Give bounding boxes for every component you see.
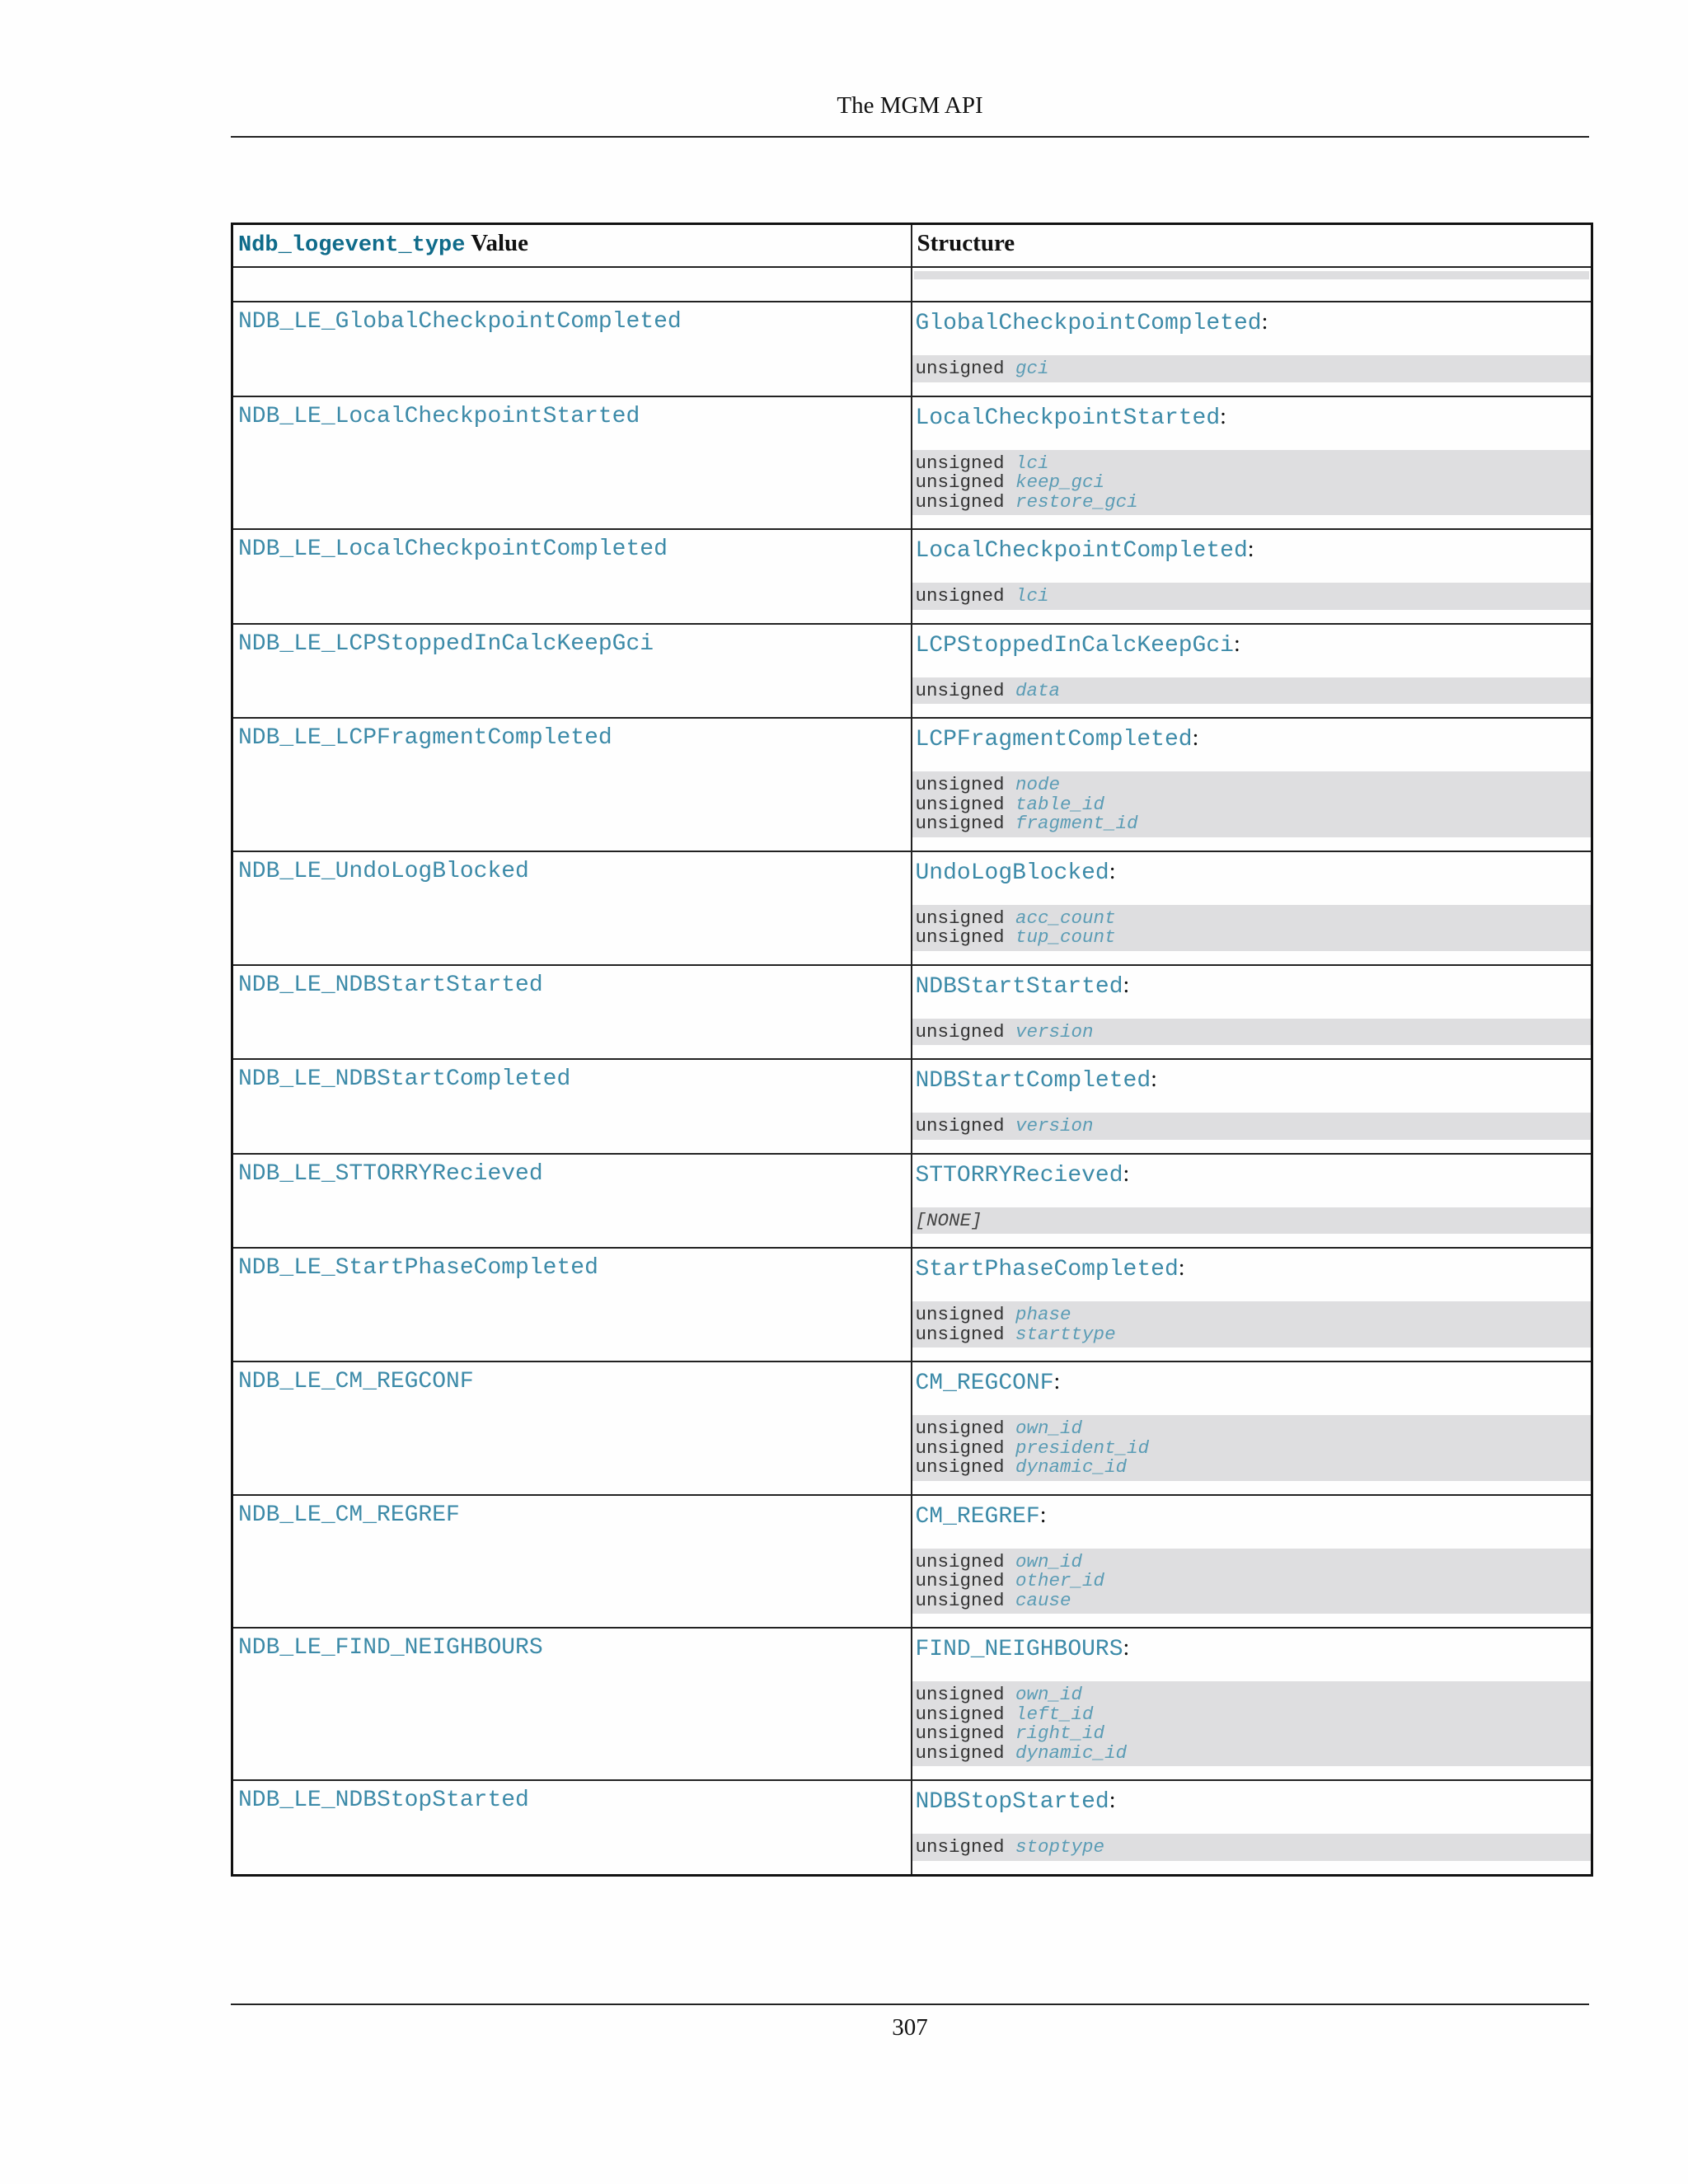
structure-field (915, 1020, 1588, 1043)
structure-title (912, 530, 1592, 566)
structure-name: FIND_NEIGHBOURS (915, 1637, 1123, 1662)
field-type: unsigned (915, 358, 1005, 379)
structure-colon: : (1220, 403, 1226, 429)
structure-cell (912, 1780, 1592, 1875)
structure-name: StartPhaseCompleted (915, 1257, 1179, 1282)
event-type-name: NDB_LE_CM_REGREF (238, 1502, 460, 1528)
field-name: own_id (1015, 1684, 1083, 1705)
structure-field (915, 1741, 1588, 1764)
structure-name: UndoLogBlocked (915, 860, 1109, 886)
structure-field (916, 814, 1588, 834)
structure-title (912, 1249, 1592, 1285)
structure-fields-block (912, 1207, 1592, 1235)
structure-fields-block (912, 1415, 1592, 1481)
table-row (232, 1059, 1592, 1154)
event-type-cell (232, 1361, 912, 1495)
structure-colon: : (1261, 309, 1268, 335)
footer-rule (231, 2004, 1589, 2005)
structure-name: LCPStoppedInCalcKeepGci (915, 632, 1234, 658)
event-type-cell (232, 1495, 912, 1629)
structure-fields-block (912, 1681, 1592, 1766)
field-type: unsigned (915, 1703, 1005, 1725)
header-rule (231, 136, 1589, 138)
event-type-name: NDB_LE_NDBStopStarted (238, 1788, 529, 1813)
structure-field (915, 1550, 1588, 1572)
field-name: other_id (1015, 1570, 1105, 1591)
structure-fields-block (912, 905, 1592, 951)
structure-field (916, 1724, 1588, 1744)
table-header-row (232, 224, 1592, 268)
event-type-name: NDB_LE_NDBStartCompleted (238, 1066, 571, 1092)
structure-colon: : (1192, 725, 1199, 751)
field-type: unsigned (915, 679, 1005, 701)
structure-field (916, 1685, 1588, 1705)
structure-colon: : (1151, 1066, 1157, 1092)
event-type-name: NDB_LE_LCPStoppedInCalcKeepGci (238, 630, 654, 657)
event-type-name: NDB_LE_GlobalCheckpointCompleted (238, 309, 682, 335)
table-row (232, 1248, 1592, 1361)
structure-title (912, 852, 1592, 888)
structure-colon: : (1247, 537, 1254, 562)
field-name: phase (1015, 1304, 1071, 1325)
table-row (232, 1495, 1592, 1629)
structure-colon: : (1123, 1160, 1130, 1187)
event-type-cell (232, 302, 912, 396)
structure-cell (912, 851, 1592, 965)
structure-field (915, 1436, 1588, 1459)
event-type-name: NDB_LE_CM_REGCONF (238, 1369, 474, 1394)
field-type: unsigned (915, 1550, 1005, 1572)
table-row (232, 1361, 1592, 1495)
structure-field (916, 909, 1588, 929)
event-type-cell (232, 965, 912, 1060)
event-type-cell (232, 718, 912, 851)
table-row (232, 396, 1592, 530)
field-name: keep_gci (1015, 471, 1105, 493)
event-type-cell (232, 1059, 912, 1154)
structure-name: CM_REGCONF (915, 1371, 1054, 1396)
table-row (232, 851, 1592, 965)
field-name: fragment_id (1015, 813, 1138, 834)
field-name: president_id (1015, 1436, 1150, 1459)
structure-fields-block (912, 450, 1592, 516)
field-type: unsigned (915, 1418, 1005, 1439)
field-name: tup_count (1015, 926, 1116, 948)
structure-cell (912, 1059, 1592, 1154)
page-header-title: The MGM API (837, 92, 983, 119)
event-type-name: NDB_LE_NDBStartStarted (238, 972, 543, 998)
structure-title (912, 719, 1592, 755)
table-row-blank (232, 267, 1592, 302)
event-type-name: NDB_LE_STTORRYRecieved (238, 1160, 543, 1187)
table-row (232, 302, 1592, 396)
column-header-structure: Structure (912, 224, 1592, 268)
field-type: unsigned (915, 452, 1005, 474)
field-name: lci (1015, 452, 1049, 474)
structure-colon: : (1123, 972, 1130, 998)
field-type: unsigned (915, 1456, 1005, 1478)
field-name: right_id (1015, 1722, 1105, 1744)
structure-colon: : (1109, 1788, 1116, 1813)
structure-fields-block (912, 1113, 1592, 1140)
event-type-name: NDB_LE_LocalCheckpointStarted (238, 403, 640, 429)
field-name: table_id (1015, 793, 1105, 815)
structure-fields-block (912, 1019, 1592, 1046)
structure-cell (912, 1628, 1592, 1780)
structure-field (916, 1572, 1588, 1591)
field-name: own_id (1015, 1418, 1083, 1439)
structure-colon: : (1178, 1255, 1185, 1281)
page-number: 307 (892, 2014, 928, 2041)
structure-colon: : (1123, 1635, 1130, 1661)
field-name: version (1015, 1115, 1094, 1137)
structure-name: GlobalCheckpointCompleted (915, 311, 1262, 336)
structure-title (912, 966, 1592, 1002)
structure-fields-block (912, 1549, 1592, 1615)
table-row (232, 1628, 1592, 1780)
event-type-cell (232, 396, 912, 530)
structure-field (916, 1419, 1588, 1439)
field-name: data (1015, 679, 1061, 701)
field-type: unsigned (915, 471, 1005, 493)
structure-title (912, 1155, 1592, 1191)
column-header-value-text: Value (471, 230, 529, 256)
structure-name: LocalCheckpointCompleted (915, 538, 1248, 564)
field-type: unsigned (915, 490, 1005, 513)
field-name: stoptype (1015, 1836, 1105, 1858)
structure-field (916, 795, 1588, 815)
structure-name: NDBStartStarted (915, 973, 1123, 1000)
field-type: unsigned (915, 1722, 1005, 1744)
structure-fields-block (912, 583, 1592, 610)
event-type-cell (232, 624, 912, 719)
event-type-name: NDB_LE_FIND_NEIGHBOURS (238, 1635, 543, 1661)
structure-cell (912, 302, 1592, 396)
field-name: cause (1015, 1589, 1071, 1611)
structure-title (912, 1496, 1592, 1532)
structure-name: LocalCheckpointStarted (915, 405, 1221, 431)
event-type-cell (232, 1628, 912, 1780)
structure-field (916, 1838, 1588, 1858)
structure-name: NDBStopStarted (915, 1789, 1109, 1815)
table-row (232, 718, 1592, 851)
field-name: node (1015, 774, 1061, 795)
structure-field (916, 473, 1588, 493)
field-type: unsigned (915, 1436, 1005, 1459)
field-type: unsigned (915, 1020, 1005, 1043)
event-type-cell (232, 1248, 912, 1361)
structure-fields-block (912, 1834, 1592, 1861)
structure-field (915, 679, 1588, 701)
field-type: unsigned (915, 1589, 1005, 1611)
field-name: version (1015, 1020, 1094, 1043)
structure-name: CM_REGREF (915, 1503, 1040, 1530)
field-type: unsigned (915, 793, 1005, 815)
field-type: unsigned (915, 1684, 1005, 1705)
field-type: unsigned (915, 1570, 1005, 1591)
field-name: dynamic_id (1015, 1741, 1128, 1764)
event-type-cell (232, 851, 912, 965)
structure-name: LCPFragmentCompleted (915, 727, 1193, 752)
structure-field (916, 1705, 1588, 1725)
field-name: dynamic_id (1015, 1456, 1128, 1478)
structure-title (912, 1629, 1592, 1665)
structure-field (916, 1325, 1588, 1345)
field-type: unsigned (915, 585, 1005, 607)
event-type-name: NDB_LE_LocalCheckpointCompleted (238, 537, 668, 562)
structure-cell (912, 965, 1592, 1060)
structure-title (912, 1362, 1592, 1399)
field-name: lci (1015, 585, 1049, 607)
structure-cell (912, 624, 1592, 719)
structure-field (916, 776, 1588, 795)
structure-field (916, 359, 1588, 379)
event-type-cell (232, 1780, 912, 1875)
structure-fields-block (912, 771, 1592, 837)
field-name: left_id (1015, 1703, 1094, 1725)
structure-field (916, 1305, 1588, 1325)
field-type: unsigned (915, 1741, 1005, 1764)
event-type-cell (232, 1154, 912, 1249)
structure-title (912, 302, 1592, 339)
event-type-name: NDB_LE_UndoLogBlocked (238, 858, 529, 884)
field-type: unsigned (915, 1836, 1005, 1858)
table-row (232, 529, 1592, 624)
structure-colon: : (1039, 1502, 1047, 1528)
column-header-value (232, 224, 912, 268)
event-type-name: NDB_LE_LCPFragmentCompleted (238, 725, 612, 751)
structure-title (912, 625, 1592, 661)
structure-cell (912, 529, 1592, 624)
structure-cell (912, 1248, 1592, 1361)
structure-colon: : (1233, 630, 1240, 657)
structure-name: STTORRYRecieved (915, 1162, 1123, 1188)
structure-cell (912, 396, 1592, 530)
field-type: unsigned (915, 1323, 1005, 1345)
event-type-cell (232, 529, 912, 624)
structure-cell (912, 1495, 1592, 1629)
structure-fields-block (912, 1301, 1592, 1347)
field-type: unsigned (915, 1304, 1005, 1325)
structure-name: NDBStartCompleted (915, 1068, 1151, 1094)
structure-title (912, 1781, 1592, 1817)
table-row (232, 624, 1592, 719)
field-type: unsigned (915, 813, 1005, 834)
table-row (232, 1154, 1592, 1249)
blank-cell (232, 267, 912, 302)
structure-title (912, 1060, 1592, 1096)
table-row (232, 965, 1592, 1060)
field-name: gci (1015, 358, 1049, 379)
column-header-code: Ndb_logevent_type (238, 233, 466, 258)
field-name: restore_gci (1015, 490, 1138, 513)
structure-field (916, 1117, 1588, 1137)
field-name: acc_count (1015, 907, 1116, 929)
structure-field (916, 1591, 1588, 1611)
logevent-table (231, 223, 1593, 1877)
structure-none-marker: [NONE] (915, 1209, 982, 1231)
structure-cell (912, 1154, 1592, 1249)
structure-field (916, 928, 1588, 948)
field-type: unsigned (915, 774, 1005, 795)
structure-cell (912, 718, 1592, 851)
table-row (232, 1780, 1592, 1875)
structure-fields-block (912, 677, 1592, 705)
structure-field (916, 454, 1588, 474)
structure-field (916, 1458, 1588, 1478)
structure-colon: : (1053, 1369, 1061, 1394)
structure-cell (912, 1361, 1592, 1495)
field-type: unsigned (915, 1115, 1005, 1137)
structure-title (912, 397, 1592, 434)
structure-field (915, 490, 1588, 513)
blank-struct-cell (912, 267, 1592, 302)
blank-struct-block (914, 271, 1590, 279)
event-type-name: NDB_LE_StartPhaseCompleted (238, 1255, 598, 1281)
structure-fields-block (912, 355, 1592, 382)
field-name: starttype (1015, 1323, 1116, 1345)
table-body (232, 267, 1592, 1875)
structure-field (916, 587, 1588, 607)
field-type: unsigned (915, 926, 1005, 948)
field-name: own_id (1015, 1550, 1083, 1572)
structure-colon: : (1109, 858, 1116, 884)
field-type: unsigned (915, 907, 1005, 929)
